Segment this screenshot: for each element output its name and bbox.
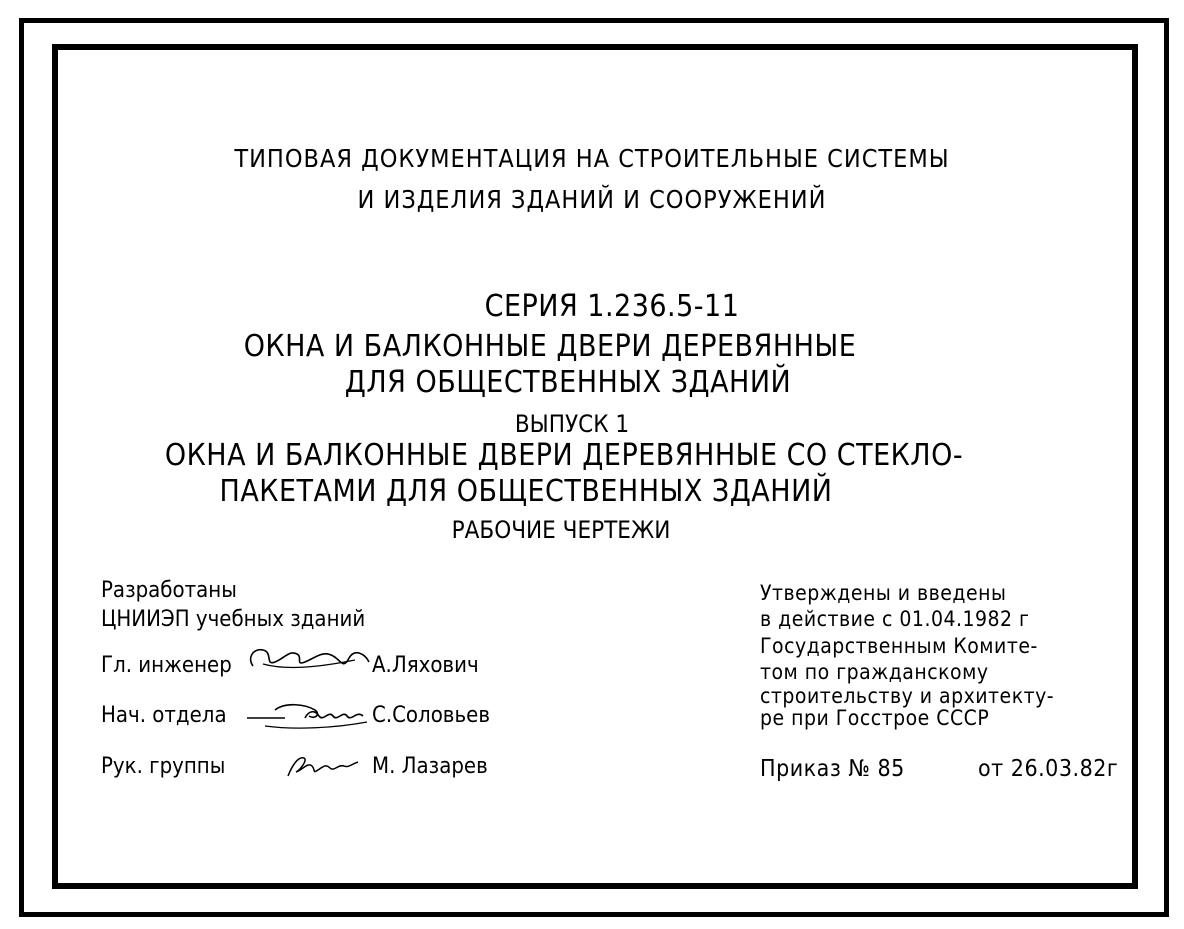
issue-title-line-2: ПАКЕТАМИ ДЛЯ ОБЩЕСТВЕННЫХ ЗДАНИЙ bbox=[219, 474, 833, 509]
chief-engineer-role: Гл. инженер bbox=[101, 653, 232, 678]
group-leader-role: Рук. группы bbox=[101, 754, 226, 779]
approved-line-3: Государственным Комите- bbox=[760, 634, 1038, 658]
developed-label: Разработаны bbox=[101, 578, 237, 603]
title-line-2: ДЛЯ ОБЩЕСТВЕННЫХ ЗДАНИЙ bbox=[344, 365, 792, 400]
approved-line-1: Утверждены и введены bbox=[760, 581, 1007, 605]
approved-line-2: в действие с 01.04.1982 г bbox=[760, 607, 1030, 631]
series-number: СЕРИЯ 1.236.5-11 bbox=[484, 289, 740, 324]
order-number: Приказ № 85 bbox=[760, 756, 905, 782]
approved-line-4: том по гражданскому bbox=[760, 660, 989, 684]
title-line-1: ОКНА И БАЛКОННЫЕ ДВЕРИ ДЕРЕВЯННЫЕ bbox=[243, 329, 857, 364]
group-leader-name: М. Лазарев bbox=[372, 754, 488, 779]
working-drawings-label: РАБОЧИЕ ЧЕРТЕЖИ bbox=[451, 516, 671, 544]
department-head-name: С.Соловьев bbox=[372, 703, 490, 728]
chief-engineer-signature bbox=[245, 640, 375, 676]
header-line-1: ТИПОВАЯ ДОКУМЕНТАЦИЯ НА СТРОИТЕЛЬНЫЕ СИСТЕМЫ bbox=[234, 144, 950, 173]
issue-title-line-1: ОКНА И БАЛКОННЫЕ ДВЕРИ ДЕРЕВЯННЫЕ СО СТЕКЛО- bbox=[164, 438, 964, 473]
issue-number: ВЫПУСК 1 bbox=[514, 410, 630, 438]
department-head-signature bbox=[245, 696, 373, 732]
order-date: от 26.03.82г bbox=[978, 756, 1119, 782]
approved-line-6: ре при Госстрое СССР bbox=[760, 706, 990, 730]
header-line-2: И ИЗДЕЛИЯ ЗДАНИЙ И СООРУЖЕНИЙ bbox=[357, 185, 827, 214]
department-head-role: Нач. отдела bbox=[101, 703, 227, 728]
approved-line-5: строительству и архитекту- bbox=[760, 684, 1055, 708]
group-leader-signature bbox=[282, 748, 362, 782]
developer-org: ЦНИИЭП учебных зданий bbox=[101, 607, 366, 632]
chief-engineer-name: А.Ляхович bbox=[372, 653, 479, 678]
